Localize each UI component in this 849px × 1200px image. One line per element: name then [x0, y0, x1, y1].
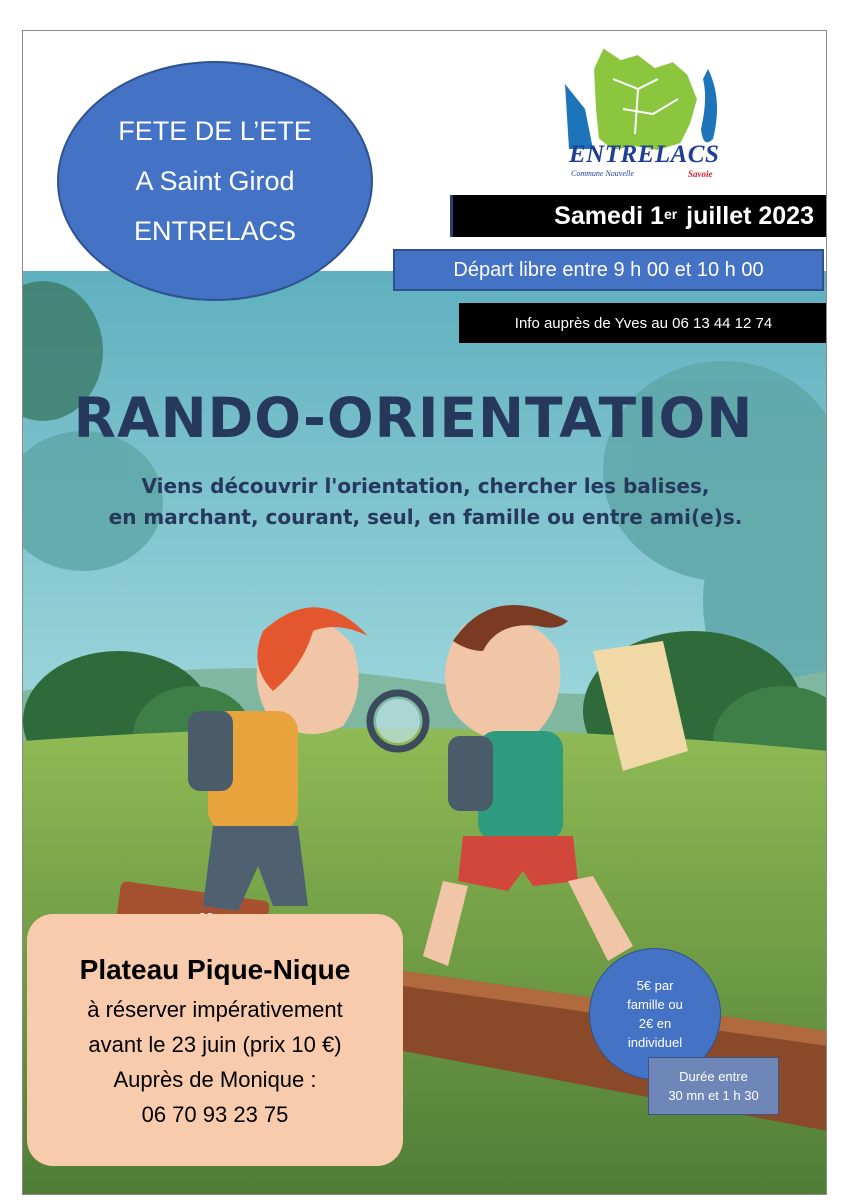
date-suffix: er: [663, 206, 678, 222]
price-line4: individuel: [627, 1035, 683, 1050]
price-line2: famille ou: [627, 997, 683, 1012]
departure-banner: Départ libre entre 9 h 00 et 10 h 00: [393, 249, 824, 291]
picnic-box: [27, 914, 403, 1166]
logo-name: ENTRELACS: [569, 141, 720, 168]
tagline: [23, 471, 827, 533]
duration-line2: 30 mn et 1 h 30: [668, 1088, 759, 1103]
event-title-line3: ENTRELACS: [133, 216, 297, 246]
event-title-line2: A Saint Girod: [135, 166, 295, 196]
duration-line1: Durée entre: [679, 1069, 748, 1084]
headline: RANDO-ORIENTATION: [73, 386, 754, 450]
flyer: [22, 30, 827, 1195]
event-title-line1: FETE DE L’ETE: [118, 116, 312, 146]
logo-region: Savoie: [688, 169, 713, 179]
tagline-line2: en marchant, courant, seul, en famille ou entre ami(e)s.: [108, 505, 743, 529]
info-banner: Info auprès de Yves au 06 13 44 12 74: [459, 303, 827, 343]
picnic-line1: à réserver impérativement: [87, 997, 343, 1022]
date-day: Samedi 1: [554, 201, 664, 230]
picnic-line3: Auprès de Monique :: [113, 1067, 317, 1092]
logo-subtitle: Commune Nouvelle: [571, 169, 634, 178]
date-banner: [450, 195, 827, 237]
picnic-title: Plateau Pique-Nique: [79, 954, 351, 985]
event-title-oval: [57, 61, 373, 301]
picnic-line2: avant le 23 juin (prix 10 €): [88, 1032, 342, 1057]
date-rest: juillet 2023: [686, 201, 814, 230]
tagline-line1: Viens découvrir l'orientation, chercher les balises,: [141, 474, 710, 498]
price-line1: 5€ par: [636, 978, 674, 993]
duration-box: [648, 1057, 779, 1115]
price-line3: 2€ en: [638, 1016, 672, 1031]
picnic-line4: 06 70 93 23 75: [141, 1102, 289, 1127]
